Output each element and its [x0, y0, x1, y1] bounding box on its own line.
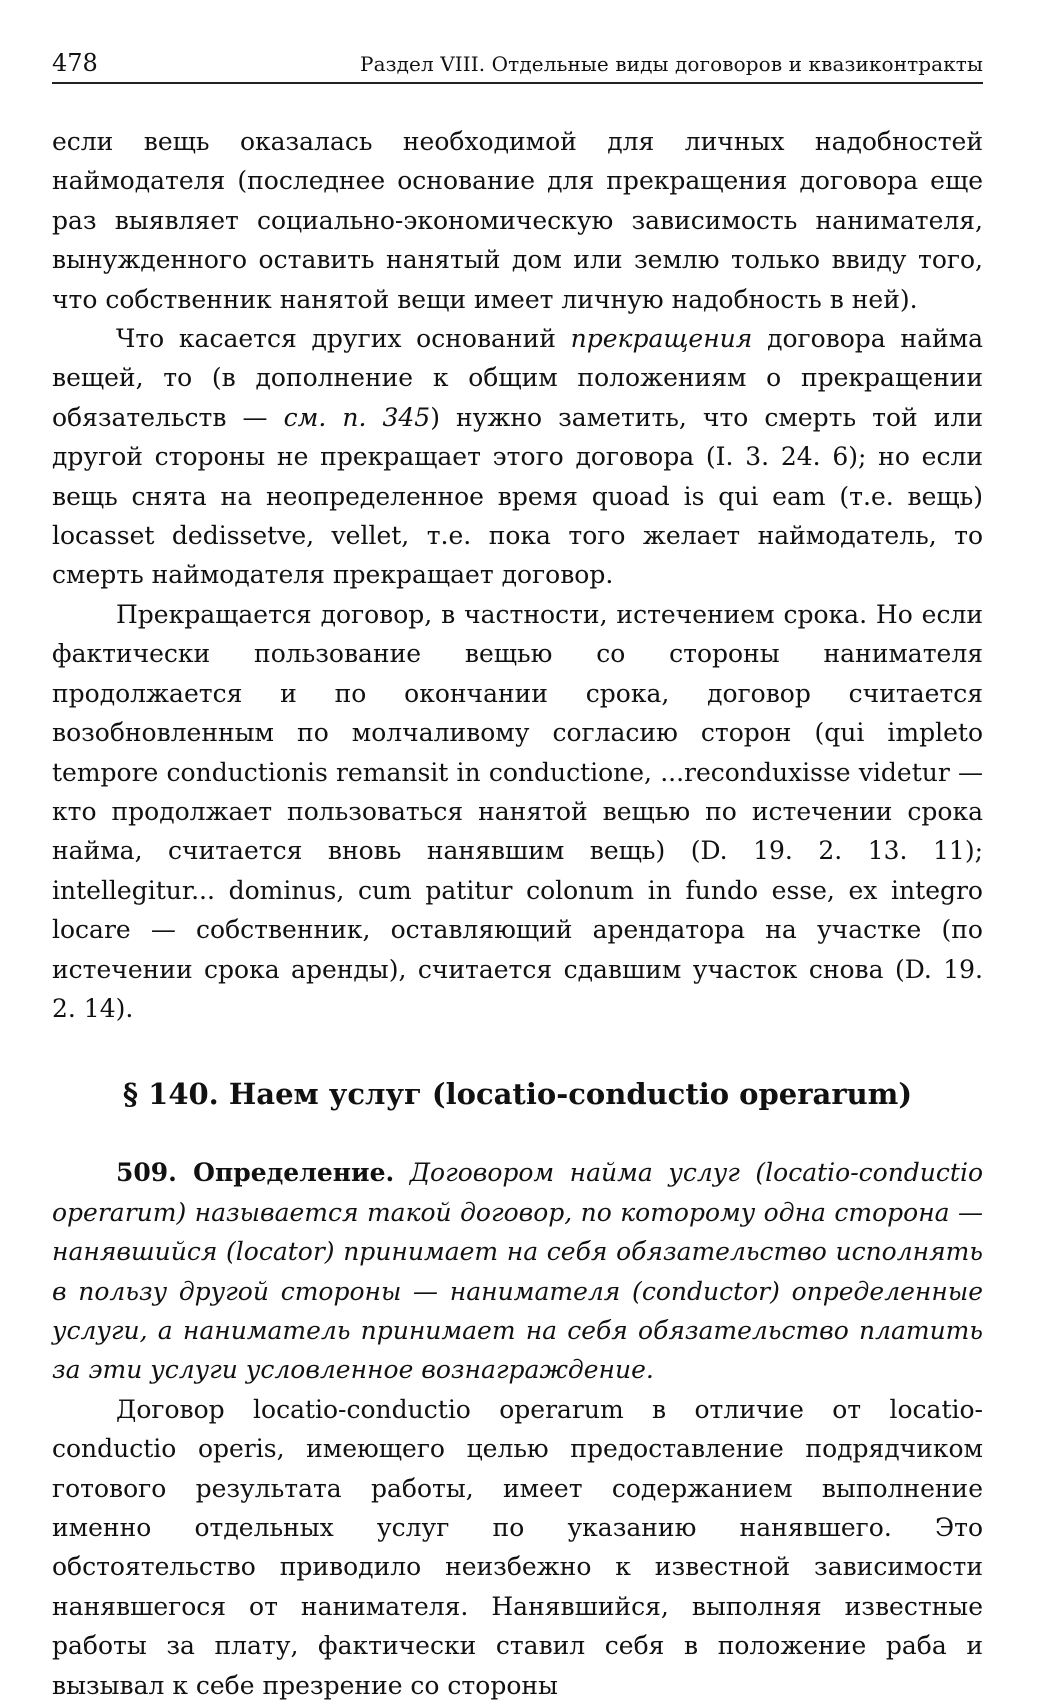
page-header — [52, 44, 983, 84]
page-number: 478 — [52, 49, 98, 77]
page-body — [52, 122, 983, 1705]
definition-heading: 509. Определение. — [116, 1158, 395, 1188]
paragraph-operarum: Договор locatio-conductio operarum в отличие от locatio-conductio operis, имеющего целью предоставление подрядчиком готового результата работы, имеет содержанием выполнение именно отдельных услуг по указанию нанявшего. Это обстоятельство приводило неизбежно к известной зависимости нанявшегося от нанимателя. Нанявшийся, выполняя известные работы за плату, фактически ставил себя в положение раба и вызывал к себе презрение со стороны — [52, 1394, 983, 1700]
paragraph-termination-grounds: Что касается других оснований прекращения договора найма вещей, то (в дополнение к общим положениям о прекращении обязательств — см. п. 345) нужно заметить, что смерть той или другой стороны не прекращает этого договора (I. 3. 24. 6); но если вещь снята на неопределенное время quoad is qui eam (т.е. вещь) locasset dedissetve, vellet, т.е. пока того желает наймодатель, то смерть наймодателя прекращает договор. — [52, 324, 984, 590]
definition-text: Договором найма услуг (locatio-conductio operarum) называется такой договор, по которому одна сторона — нанявшийся (locator) принимает на себя обязательство исполнять в пользу другой стороны — нанимателя (conductor) определенные услуги, а наниматель принимает на себя обязательство платить за эти услуги условленное вознаграждение. — [52, 1158, 983, 1385]
running-head: Раздел VIII. Отдельные виды договоров и квазиконтракты — [360, 52, 983, 76]
paragraph-definition — [52, 1153, 983, 1389]
section-title: § 140. Наем услуг (locatio-conductio operarum) — [122, 1077, 913, 1112]
paragraph-term-expiry: Прекращается договор, в частности, истечением срока. Но если фактически пользование вещью со стороны нанимателя продолжается и по окончании срока, договор считается возобновленным по молчаливому согласию сторон (qui impleto tempore conductionis remansit in conductione, ...reconduxisse videtur — кто продолжает пользоваться нанятой вещью по истечении срока найма, считается вновь нанявшим вещь) (D. 19. 2. 13. 11); intellegitur... dominus, cum patitur colonum in fundo esse, ex integro locare — собственник, оставляющий арендатора на участке (по истечении срока аренды), считается сдавшим участок снова (D. 19. 2. 14). — [52, 599, 983, 1023]
paragraph-continuation: если вещь оказалась необходимой для личных надобностей наймодателя (последнее основание для прекращения договора еще раз выявляет социально-экономическую зависимость нанимателя, вынужденного оставить нанятый дом или землю только ввиду того, что собственник нанятой вещи имеет личную надобность в ней). — [52, 127, 983, 314]
